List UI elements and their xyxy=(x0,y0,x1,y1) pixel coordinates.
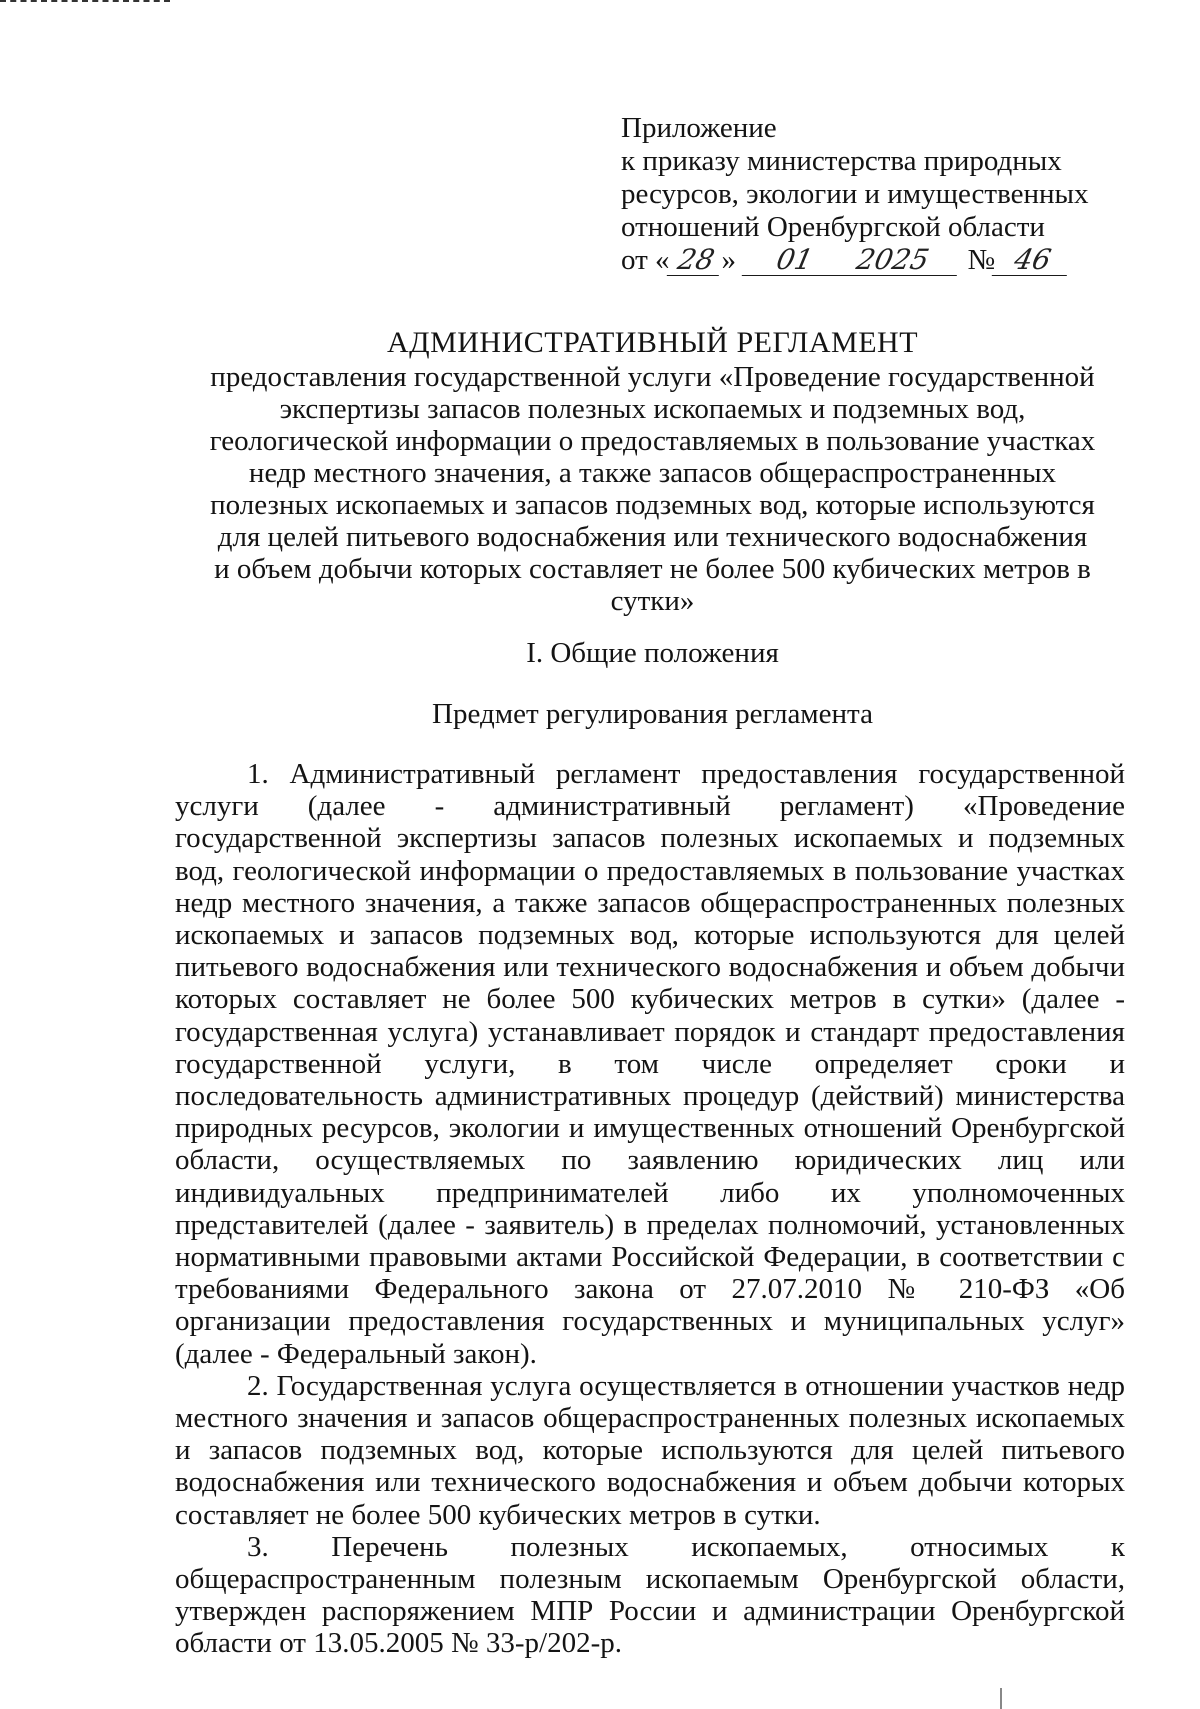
handwritten-day: 28 xyxy=(666,245,725,276)
subsection-heading: Предмет регулирования регламента xyxy=(432,698,873,730)
title-line: и объем добычи которых составляет не более 500 кубических метров в xyxy=(214,553,1091,585)
handwritten-number: 46 xyxy=(992,245,1074,276)
paragraph: 2. Государственная услуга осуществляется в отношении участков недр местного значения и запасов общераспространенных полезных ископаемых и запасов подземных вод, которые используются для целей питьевого водоснабжения или технического водоснабжения и объем добычи которых составляет не более 500 кубических метров в сутки. xyxy=(175,1369,1125,1531)
scan-edge-mark xyxy=(1000,1688,1002,1709)
document-title-block xyxy=(175,327,1130,617)
section-heading: I. Общие положения xyxy=(526,637,779,669)
date-mid: » xyxy=(721,244,737,276)
number-label: № xyxy=(967,244,996,276)
title-line: недр местного значения, а также запасов общераспространенных xyxy=(248,457,1057,489)
appendix-block xyxy=(621,112,1121,277)
title-line: экспертизы запасов полезных ископаемых и подземных вод, xyxy=(279,393,1026,425)
title-line: для целей питьевого водоснабжения или технического водоснабжения xyxy=(217,521,1088,553)
appendix-line: ресурсов, экологии и имущественных xyxy=(621,178,1089,210)
date-prefix: от « xyxy=(621,244,670,276)
title-line: сутки» xyxy=(610,585,695,617)
title-line: геологической информации о предоставляемых в пользование участках xyxy=(209,425,1096,457)
title-line: полезных ископаемых и запасов подземных вод, которые используются xyxy=(210,489,1095,521)
paragraph: 3. Перечень полезных ископаемых, относимых к общераспространенным полезным ископаемым Оренбургской области, утвержден распоряжением МПР России и администрации Оренбургской области от 13.05.2005 № 33-р/202-р. xyxy=(175,1530,1125,1660)
handwritten-month: 01 xyxy=(773,243,817,276)
scan-edge-mark xyxy=(0,0,170,5)
handwritten-year: 2025 xyxy=(853,243,933,276)
appendix-line: отношений Оренбургской области xyxy=(621,211,1045,243)
document-body xyxy=(175,758,1125,1660)
document-title: АДМИНИСТРАТИВНЫЙ РЕГЛАМЕНТ xyxy=(386,326,919,359)
handwritten-month-year xyxy=(742,245,964,276)
title-line: предоставления государственной услуги «Проведение государственной xyxy=(210,361,1095,393)
appendix-line: к приказу министерства природных xyxy=(621,145,1062,177)
appendix-line: Приложение xyxy=(621,112,777,144)
order-date-line xyxy=(621,244,1121,277)
paragraph: 1. Административный регламент предоставления государственной услуги (далее - административный регламент) «Проведение государственной экспертизы запасов полезных ископаемых и подземных вод, геологической информации о предоставляемых в пользование участках недр местного значения, а также запасов общераспространенных полезных ископаемых и запасов подземных вод, которые используются для целей питьевого водоснабжения или технического водоснабжения и объем добычи которых составляет не более 500 кубических метров в сутки» (далее - государственная услуга) устанавливает порядок и стандарт предоставления государственной услуги, в том числе определяет сроки и последовательность административных процедур (действий) министерства природных ресурсов, экологии и имущественных отношений Оренбургской области, осуществляемых по заявлению юридических лиц или индивидуальных предпринимателей либо их уполномоченных представителей (далее - заявитель) в пределах полномочий, установленных нормативными правовыми актами Российской Федерации, в соответствии с требованиями Федерального закона от 27.07.2010 № 210-ФЗ «Об организации предоставления государственных и муниципальных услуг» (далее - Федеральный закон). xyxy=(175,758,1125,1370)
